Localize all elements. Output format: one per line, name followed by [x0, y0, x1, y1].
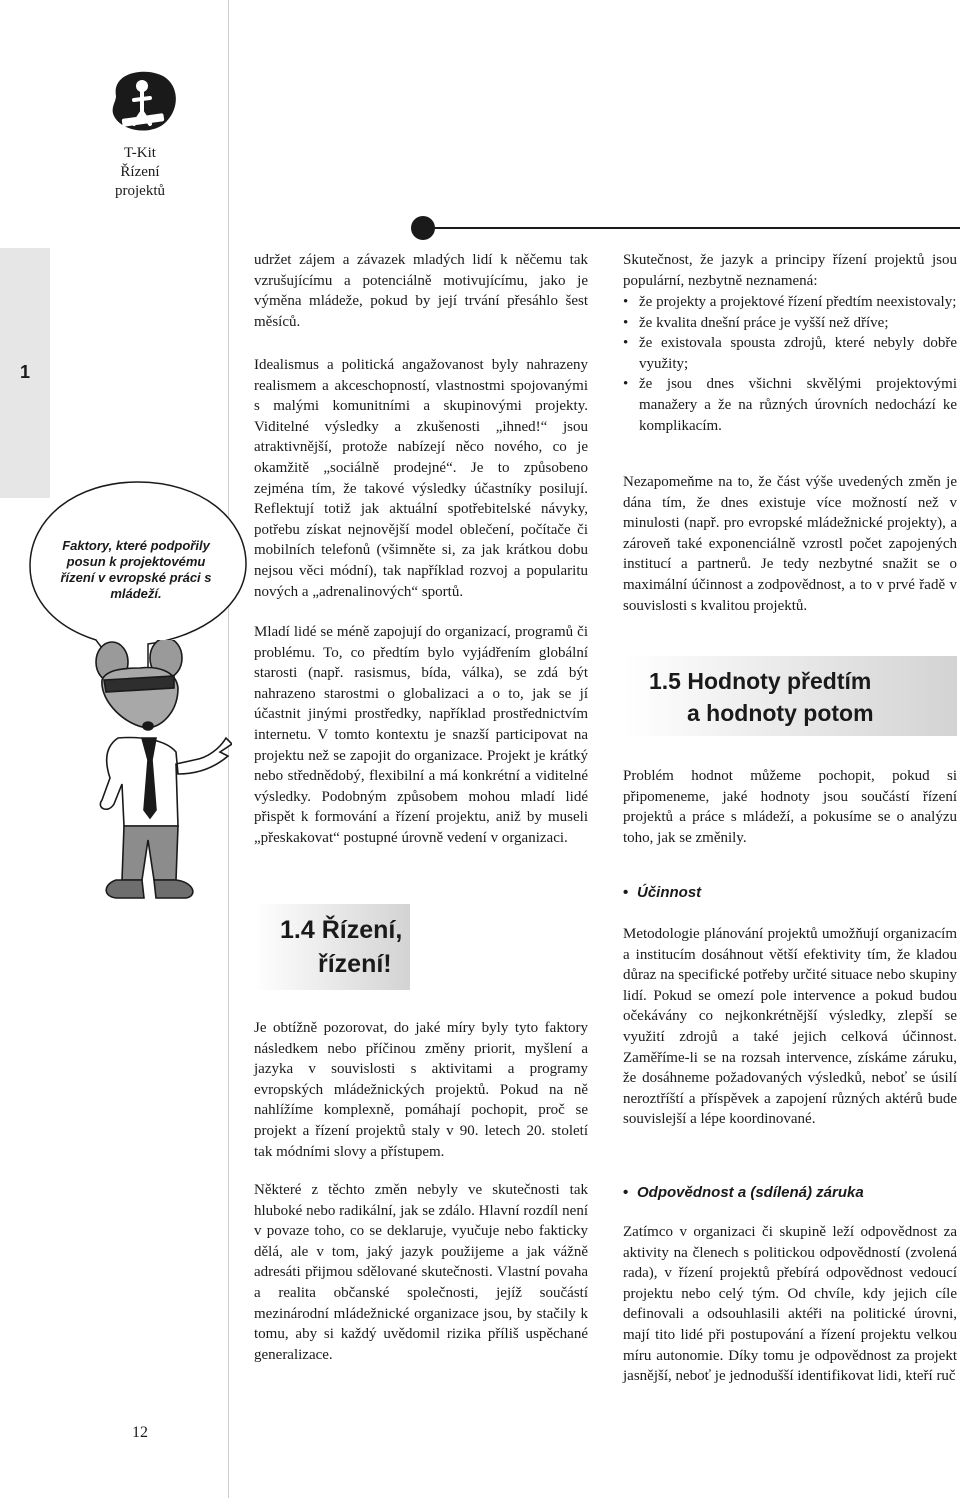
right-paragraph-2: Nezapomeňme na to, že část výše uvedených změn je dána tím, že dnes existuje více možností než v minulosti (např. pro evropské mládežnické projekty), a zároveň také exponenciálně vzrostl počet zapojených institucí a partnerů. Je tedy nezbytné snažit se o maximální účinnost a zodpovědnost, a to v prvé řadě v souvislosti s kvalitou projektů. — [623, 474, 957, 614]
page-number: 12 — [132, 1424, 148, 1441]
bullet-list — [623, 292, 957, 436]
t-kit-logo-icon — [100, 66, 184, 138]
chapter-number: 1 — [19, 362, 30, 382]
section-heading-1-5: 1.5 Hodnoty předtím a hodnoty potom — [623, 656, 957, 736]
list-item: • že projekty a projektové řízení předtím neexistovaly; — [623, 292, 957, 313]
mid-paragraph-1: udržet zájem a závazek mladých lidí k něčemu tak vzrušujícímu a potenciálně motivujícímu, jako je výměna mládeže, pokud by její trvání přesáhlo šest měsíců. — [254, 252, 588, 330]
list-item: • že kvalita dnešní práce je vyšší než dříve; — [623, 313, 957, 334]
t-kit-header: T-Kit Řízení projektů — [115, 145, 165, 199]
list-item: • že existovala spousta zdrojů, které nebyly dobře využity; — [623, 333, 957, 374]
right-paragraph-5: Zatímco v organizaci či skupině leží odpovědnost za aktivity na členech s politickou odpovědností (zvolená rada), v řízení projektů přebírá odpovědnost vedoucí projektu nebo celý tým. Od chvíle, kdy jejich cíle definovali a odsouhlasili aktéři na politické úrovni, mají tito lidé při postupování a řízení projektu velkou míru autonomie. Díky tomu je odpovědnost za projekt jasnější, neboť je jednodušší identifikovat lidi, kteří ruč — [623, 1224, 957, 1385]
right-paragraph-1: Skutečnost, že jazyk a principy řízení projektů jsou populární, nezbytně neznamená: — [623, 252, 957, 289]
subheading-odpovednost: • Odpovědnost a (sdílená) záruka — [623, 1184, 864, 1201]
bubble-text: Faktory, které podpořily posun k projektovému řízení v evropské práci s mládeží. — [60, 538, 212, 601]
mid-paragraph-5: Některé z těchto změn nebyly ve skutečnosti tak hluboké nebo radikální, jak se zdálo. Hlavní rozdíl není v povaze toho, co se deklaruje, vyučuje nebo fakticky dělá, ale v tom, jaký jazyk použijeme a jak vážně adresáti přijmou sdělované skutečnosti. Vlastní povaha a realita občanské společnosti, jejíž součástí mezinárodní mládežnické organizace jsou, by stačily k tomu, aby si každý uvědomil rizika příliš uspěchané generalizace. — [254, 1182, 588, 1363]
mid-paragraph-2: Idealismus a politická angažovanost byly nahrazeny realismem a akceschopností, vlastnostmi spojovanými s malými komunitními a skupinovými projekty. Viditelné výsledky a zkušenosti „ihned!“ jsou atraktivnější, protože nabízejí něco nového, co je okamžitě „sociálně prodejné“. Je to způsobeno zejména tím, že takové výsledky účastníky posilují. Reflektují totiž jak aktuální spotřebitelské návyky, potřebu získat nejnovější model oblečení, počítače či mobilních telefonů (všimněte si, za jak krátkou dobu nejsou věci módní), tak například rozvoj a popularitu nových a „adrenalinových“ sportů. — [254, 357, 588, 600]
right-paragraph-4: Metodologie plánování projektů umožňují organizacím a institucím dosáhnout větší efektivity tím, že kladou důraz na specifické potřeby určité situace nebo skupiny lidí. Pokud se omezí pole intervence a pokud budou očekávány co nejkonkrétnější výsledky, zlepší se využití zdrojů a také jejich celková účinnost. Zaměříme-li se na rozsah intervence, získáme záruku, že dosáhneme požadovaných výsledků, neboť se úsilí neroztříští a příspěvek a zapojení různých aktérů bude souvislejší a lépe koordinované. — [623, 926, 957, 1128]
mid-paragraph-3: Mladí lidé se méně zapojují do organizací, programů či problému. To, co předtím bylo vyjádřením globální starosti (např. rasismus, bída, válka), se zdá být nahrazeno starostmi o globalizaci a o to, jak se jí účastnit jinými prostředky, například prostřednictvím internetu. V tomto kontextu je snazší participovat na projektu než se zapojit do organizace. Projekt je krátký nebo střednědobý, flexibilní a má konkrétní a viditelné výsledky. Podobným způsobem mohou mladí lidé přispět k formování a řízení projektu, aniž by museli „přeskakovat“ postupné úrovně vedení v organizaci. — [254, 624, 588, 846]
top-rule — [424, 227, 960, 229]
mascot-mouse-icon — [82, 640, 232, 940]
list-item: • že jsou dnes všichni skvělými projektovými manažery a že na různých úrovních nedochází ke komplikacím. — [623, 374, 957, 436]
subheading-ucinnost: • Účinnost — [623, 884, 702, 901]
section-heading-1-4: 1.4 Řízení, řízení! — [254, 904, 410, 990]
mid-paragraph-4: Je obtížně pozorovat, do jaké míry byly tyto faktory následkem nebo příčinou změny priorit, myšlení a jazyka v souvislosti s aktivitami a programy evropských mládežnických projektů. Pokud na ně nahlížíme komplexně, pomáhají pochopit, proč se projekt a řízení projektů staly v 90. letech 20. století tak módními slovy a přístupem. — [254, 1020, 588, 1160]
right-paragraph-3: Problém hodnot můžeme pochopit, pokud si připomeneme, jaké hodnoty jsou součástí řízení projektů a práce s mládeží, a pokusíme se o analýzu toho, jak se změnily. — [623, 768, 957, 846]
rule-dot — [411, 216, 435, 240]
